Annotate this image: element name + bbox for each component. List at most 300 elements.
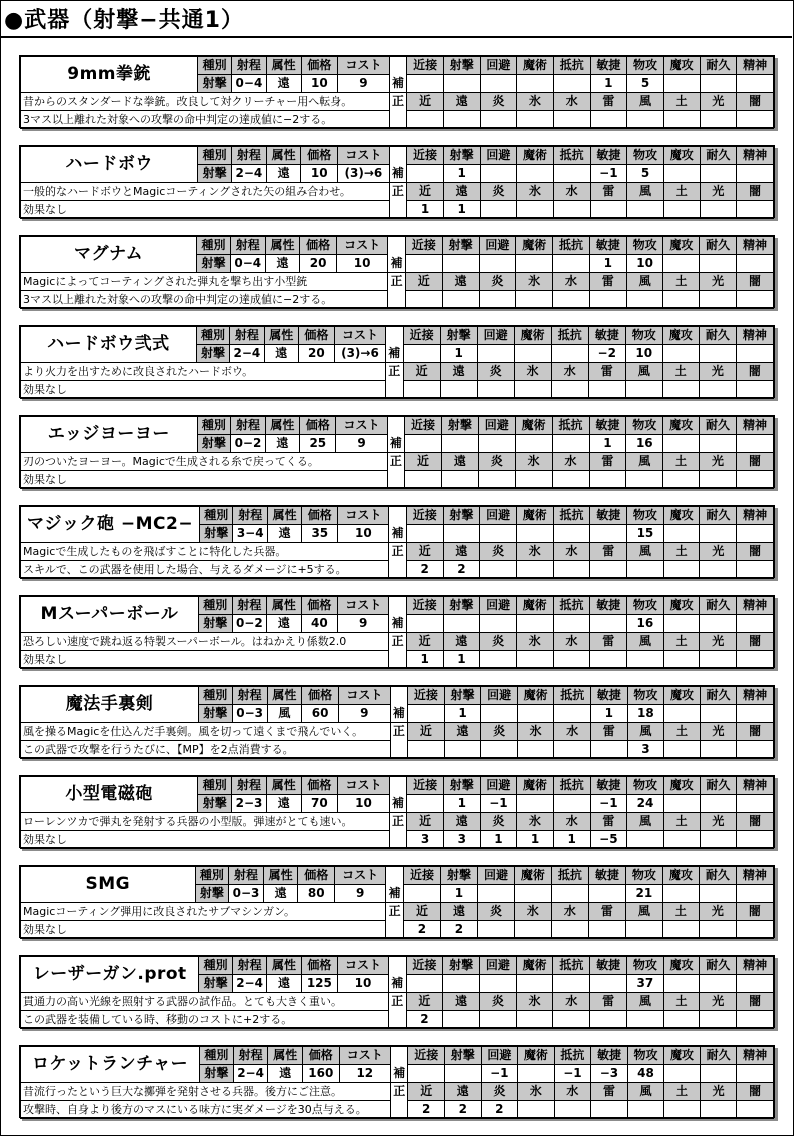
stat-value: 15 [627, 525, 664, 543]
stat-header: 回避 [477, 867, 514, 885]
spec-cost: 9 [334, 885, 385, 903]
stat-header: 敏捷 [590, 507, 627, 525]
element-header: 氷 [517, 93, 554, 111]
stat-header: 回避 [481, 687, 518, 705]
spec-header: 価格 [300, 417, 336, 435]
stat-value [552, 435, 589, 453]
stat-value [700, 795, 737, 813]
spec-header: 種別 [200, 1047, 234, 1065]
weapon-effect: スキルで、この武器を使用した場合、与えるダメージに+5する。 [21, 561, 389, 579]
stat-value [590, 975, 627, 993]
spec-range: 2−4 [233, 1065, 268, 1083]
weapon-card [19, 1045, 775, 1118]
stat-header: 精神 [736, 327, 773, 345]
element-value [588, 381, 625, 399]
element-value [552, 471, 589, 489]
stat-header: 物攻 [626, 417, 663, 435]
side-label-bottom: 正 [389, 183, 406, 219]
stat-value: 21 [625, 885, 662, 903]
spec-header: 射程 [230, 327, 264, 345]
spec-header: コスト [336, 417, 387, 435]
stat-header: 魔攻 [663, 957, 700, 975]
element-header: 光 [700, 723, 737, 741]
element-header: 闇 [737, 183, 774, 201]
stat-value [700, 435, 737, 453]
weapon-card [19, 415, 775, 488]
weapon-card [19, 325, 775, 398]
stat-value [514, 885, 551, 903]
weapon-table [20, 866, 774, 939]
stat-header: 抵抗 [553, 957, 590, 975]
side-label-top: 補 [389, 957, 407, 993]
weapon-description: ローレンツカで弾丸を発射する兵器の小型版。弾速がとても速い。 [21, 813, 390, 831]
stat-value [700, 615, 737, 633]
element-header: 雷 [590, 633, 627, 651]
stat-header: 魔攻 [663, 777, 700, 795]
stat-value [700, 705, 737, 723]
element-header: 光 [700, 633, 737, 651]
stat-header: 精神 [737, 597, 774, 615]
element-header: 近 [405, 273, 442, 291]
element-value: 2 [408, 1101, 445, 1119]
weapon-card [19, 685, 775, 758]
element-value: 1 [443, 651, 480, 669]
stat-header: 回避 [479, 237, 516, 255]
spec-cost: 10 [338, 975, 389, 993]
element-value [405, 291, 442, 309]
spec-header: 射程 [231, 417, 266, 435]
element-value [737, 291, 774, 309]
stat-value: 37 [626, 975, 663, 993]
element-value [591, 741, 628, 759]
stat-header: 抵抗 [554, 1047, 591, 1065]
weapon-description: Magicで生成したものを飛ばすことに特化した兵器。 [21, 543, 389, 561]
element-value: 2 [403, 921, 440, 939]
element-value [700, 831, 737, 849]
element-value [480, 111, 517, 129]
element-header: 闇 [737, 453, 774, 471]
element-value: 3 [627, 741, 664, 759]
stat-value [514, 345, 551, 363]
side-label-top: 補 [387, 417, 405, 453]
stat-value [663, 615, 700, 633]
stat-value: 10 [625, 345, 662, 363]
stat-value [551, 345, 588, 363]
stat-header: 精神 [737, 237, 774, 255]
stat-header: 耐久 [700, 687, 737, 705]
stat-value: 1 [443, 795, 480, 813]
stat-value [516, 975, 553, 993]
element-header: 水 [551, 903, 588, 921]
stat-value [737, 795, 774, 813]
stat-header: 近接 [406, 507, 443, 525]
spec-header: 種別 [197, 237, 231, 255]
weapon-description: 刃のついたヨーヨー。Magicで生成される糸で戻ってくる。 [21, 453, 388, 471]
element-value [442, 291, 479, 309]
element-header: 雷 [590, 993, 627, 1011]
weapon-effect: この武器で攻撃を行うたびに、【MP】を2点消費する。 [21, 741, 391, 759]
stat-header: 魔術 [517, 777, 554, 795]
element-value [737, 651, 774, 669]
side-label-bottom: 正 [389, 93, 406, 129]
side-label-top: 補 [391, 1047, 408, 1083]
stat-header: 回避 [480, 57, 517, 75]
stat-header: 精神 [737, 687, 774, 705]
side-label-top: 補 [386, 867, 404, 903]
stat-header: 物攻 [625, 327, 662, 345]
stat-header: 近接 [405, 417, 442, 435]
element-value [477, 921, 514, 939]
weapon-name: ハードボウ [21, 147, 198, 183]
weapon-effect: 効果なし [21, 381, 386, 399]
stat-value [737, 435, 774, 453]
element-value: 2 [406, 561, 443, 579]
element-value [700, 291, 737, 309]
stat-header: 敏捷 [590, 777, 627, 795]
element-header: 闇 [736, 903, 773, 921]
stat-value [407, 165, 444, 183]
weapon-description: 恐ろしい速度で跳ね返る特製スーパーボール。はねかえり係数2.0 [21, 633, 389, 651]
element-header: 炎 [479, 273, 516, 291]
stat-value [516, 525, 553, 543]
stat-value [590, 615, 627, 633]
element-header: 氷 [517, 813, 554, 831]
stat-value [553, 615, 590, 633]
side-label-bottom: 正 [388, 273, 406, 309]
spec-header: 種別 [197, 417, 230, 435]
element-value [553, 201, 590, 219]
spec-range: 2−4 [231, 165, 266, 183]
stat-value: 1 [590, 75, 627, 93]
stat-header: 回避 [480, 507, 517, 525]
stat-value [403, 885, 440, 903]
element-value [551, 381, 588, 399]
weapon-table [20, 1046, 774, 1119]
stat-value: 48 [627, 1065, 664, 1083]
spec-header: 価格 [301, 57, 338, 75]
side-label-top: 補 [389, 147, 406, 183]
element-header: 雷 [588, 903, 625, 921]
element-header: 水 [554, 723, 591, 741]
stat-header: 射撃 [444, 687, 481, 705]
stat-header: 耐久 [700, 237, 737, 255]
element-value: 3 [407, 831, 444, 849]
stat-value [700, 255, 737, 273]
stat-header: 精神 [737, 147, 774, 165]
element-value: −5 [590, 831, 627, 849]
weapon-description: 昔流行ったという巨大な擲弾を発射させる兵器。後方にご注意。 [21, 1083, 391, 1101]
card-body [19, 415, 775, 488]
spec-header: 射程 [232, 957, 267, 975]
stat-header: 物攻 [627, 687, 664, 705]
spec-cost: 9 [336, 435, 387, 453]
element-header: 炎 [480, 183, 517, 201]
stat-value [737, 75, 774, 93]
spec-header: コスト [334, 867, 385, 885]
side-label-top: 補 [388, 237, 406, 273]
stat-header: 魔術 [515, 417, 552, 435]
element-header: 遠 [440, 903, 477, 921]
element-value [590, 561, 627, 579]
element-value [590, 111, 627, 129]
stat-header: 耐久 [700, 417, 737, 435]
side-label-bottom: 正 [391, 1083, 408, 1119]
stat-header: 敏捷 [590, 957, 627, 975]
element-value [699, 921, 736, 939]
weapon-card [19, 865, 775, 938]
element-value: 1 [553, 831, 590, 849]
stat-value [553, 795, 590, 813]
stat-value: 16 [627, 615, 664, 633]
stat-header: 物攻 [626, 957, 663, 975]
element-value [663, 1011, 700, 1029]
stat-header: 耐久 [700, 597, 737, 615]
stat-value [663, 435, 700, 453]
stat-value [553, 165, 590, 183]
element-value [588, 921, 625, 939]
element-value [737, 831, 774, 849]
element-value [515, 471, 552, 489]
weapon-table [20, 146, 774, 219]
stat-value [588, 885, 625, 903]
element-header: 土 [663, 633, 700, 651]
stat-header: 魔術 [516, 597, 553, 615]
stat-value [736, 885, 773, 903]
element-header: 雷 [589, 273, 626, 291]
element-value: 3 [443, 831, 480, 849]
stat-value [662, 345, 699, 363]
stat-header: 射撃 [443, 777, 480, 795]
spec-header: 種別 [198, 777, 232, 795]
stat-header: 敏捷 [590, 147, 627, 165]
stat-value: 24 [627, 795, 664, 813]
element-value [700, 1101, 737, 1119]
stat-value [663, 165, 700, 183]
element-header: 炎 [478, 453, 515, 471]
element-value: 1 [407, 201, 444, 219]
stat-value: 5 [627, 165, 664, 183]
spec-header: 属性 [267, 507, 301, 525]
stat-header: 回避 [481, 1047, 518, 1065]
element-header: 光 [700, 273, 737, 291]
element-header: 光 [700, 993, 737, 1011]
spec-range: 2−4 [230, 345, 264, 363]
stat-header: 敏捷 [590, 57, 627, 75]
element-value [737, 741, 774, 759]
spec-attribute: 遠 [264, 345, 298, 363]
weapon-name: マグナム [21, 237, 197, 273]
element-header: 近 [407, 183, 444, 201]
stat-value [443, 75, 480, 93]
weapon-card [19, 55, 775, 128]
element-header: 炎 [477, 363, 514, 381]
stat-value [663, 525, 700, 543]
card-body [19, 865, 775, 938]
stat-header: 抵抗 [553, 597, 590, 615]
spec-price: 20 [300, 255, 337, 273]
stat-header: 魔攻 [663, 507, 700, 525]
spec-attribute: 遠 [265, 435, 299, 453]
element-value [663, 831, 700, 849]
weapon-description: 風を操るMagicを仕込んだ手裏剣。風を切って遠くまで飛んでいく。 [21, 723, 391, 741]
spec-header: 属性 [263, 867, 298, 885]
element-value [516, 1011, 553, 1029]
element-header: 炎 [480, 633, 517, 651]
element-header: 土 [663, 993, 700, 1011]
stat-value [481, 705, 518, 723]
element-value [477, 381, 514, 399]
spec-header: 射程 [233, 507, 267, 525]
element-value [699, 381, 736, 399]
element-value [627, 651, 664, 669]
element-header: 氷 [514, 903, 551, 921]
weapon-name: マジック砲 −MC2− [21, 507, 200, 543]
stat-value [515, 435, 552, 453]
stat-header: 近接 [408, 1047, 445, 1065]
stat-value [662, 885, 699, 903]
weapon-card [19, 145, 775, 218]
element-value [553, 1011, 590, 1029]
stat-value [517, 75, 554, 93]
element-value [663, 111, 700, 129]
card-body [19, 595, 775, 668]
stat-value: −1 [481, 1065, 518, 1083]
element-header: 風 [627, 543, 664, 561]
spec-type: 射撃 [198, 165, 232, 183]
side-label-bottom: 正 [389, 633, 407, 669]
element-value [590, 1011, 627, 1029]
stat-value [553, 255, 590, 273]
element-value [737, 1011, 774, 1029]
spec-attribute: 遠 [265, 255, 300, 273]
spec-price: 25 [300, 435, 336, 453]
stat-value: 1 [444, 705, 481, 723]
stat-value [737, 705, 774, 723]
element-header: 氷 [516, 543, 553, 561]
weapon-table [20, 416, 774, 489]
element-value [627, 1101, 664, 1119]
element-value [700, 741, 737, 759]
spec-type: 射撃 [195, 885, 229, 903]
card-body [19, 55, 775, 128]
stat-header: 回避 [478, 417, 515, 435]
spec-header: 射程 [232, 597, 267, 615]
element-value [553, 291, 590, 309]
side-label-top: 補 [390, 687, 407, 723]
stat-value [407, 795, 444, 813]
element-value [478, 471, 515, 489]
element-header: 土 [663, 183, 700, 201]
element-value [518, 1101, 555, 1119]
spec-type: 射撃 [198, 75, 232, 93]
stat-value [442, 435, 479, 453]
side-label-bottom: 正 [386, 903, 404, 939]
element-header: 土 [663, 543, 700, 561]
stat-header: 敏捷 [588, 867, 625, 885]
element-header: 遠 [444, 723, 481, 741]
spec-header: コスト [336, 237, 387, 255]
spec-attribute: 遠 [267, 615, 302, 633]
element-value [514, 921, 551, 939]
weapon-name: SMG [21, 867, 196, 903]
element-header: 雷 [590, 813, 627, 831]
spec-header: 属性 [264, 327, 298, 345]
element-header: 炎 [477, 903, 514, 921]
stat-value [480, 525, 517, 543]
element-header: 水 [553, 183, 590, 201]
stat-header: 抵抗 [551, 867, 588, 885]
spec-range: 0−4 [230, 255, 265, 273]
stat-value [663, 795, 700, 813]
element-value [737, 1101, 774, 1119]
element-value: 2 [445, 1101, 482, 1119]
element-value [553, 111, 590, 129]
stat-header: 精神 [737, 777, 774, 795]
element-header: 水 [553, 543, 590, 561]
card-body [19, 235, 775, 308]
element-header: 風 [625, 903, 662, 921]
spec-header: コスト [338, 957, 389, 975]
spec-header: コスト [339, 687, 391, 705]
element-value [481, 741, 518, 759]
stat-value [517, 795, 554, 813]
element-value [700, 561, 737, 579]
spec-header: コスト [338, 777, 390, 795]
stat-header: 回避 [480, 597, 517, 615]
stat-header: 回避 [480, 147, 517, 165]
element-header: 土 [662, 363, 699, 381]
spec-cost: (3)→6 [334, 345, 385, 363]
element-header: 風 [627, 633, 664, 651]
element-header: 雷 [591, 1083, 628, 1101]
stat-header: 精神 [737, 417, 774, 435]
element-header: 闇 [737, 723, 774, 741]
side-label-bottom: 正 [389, 543, 407, 579]
stat-header: 敏捷 [590, 597, 627, 615]
spec-cost: 9 [339, 705, 391, 723]
element-header: 風 [627, 93, 664, 111]
card-body [19, 1045, 775, 1118]
side-label-top: 補 [389, 777, 406, 813]
weapon-effect: 効果なし [21, 831, 390, 849]
element-value: 1 [517, 831, 554, 849]
element-value [517, 111, 554, 129]
stat-value [478, 435, 515, 453]
stat-header: 射撃 [445, 1047, 482, 1065]
element-header: 光 [700, 1083, 737, 1101]
stat-header: 射撃 [442, 417, 479, 435]
weapon-name: 小型電磁砲 [21, 777, 198, 813]
element-value [444, 741, 481, 759]
element-header: 氷 [516, 633, 553, 651]
element-header: 炎 [481, 1083, 518, 1101]
card-body [19, 505, 775, 578]
side-label-top: 補 [385, 327, 403, 363]
spec-header: コスト [338, 597, 389, 615]
side-label-top: 補 [389, 507, 407, 543]
stat-header: 耐久 [700, 957, 737, 975]
stat-value [480, 165, 517, 183]
stat-value [553, 75, 590, 93]
stat-header: 魔術 [514, 327, 551, 345]
spec-range: 2−4 [232, 975, 267, 993]
stat-value [406, 975, 443, 993]
spec-type: 射撃 [197, 255, 231, 273]
spec-header: 価格 [298, 867, 335, 885]
element-value [554, 741, 591, 759]
stat-value [553, 525, 590, 543]
spec-cost: 9 [338, 75, 390, 93]
